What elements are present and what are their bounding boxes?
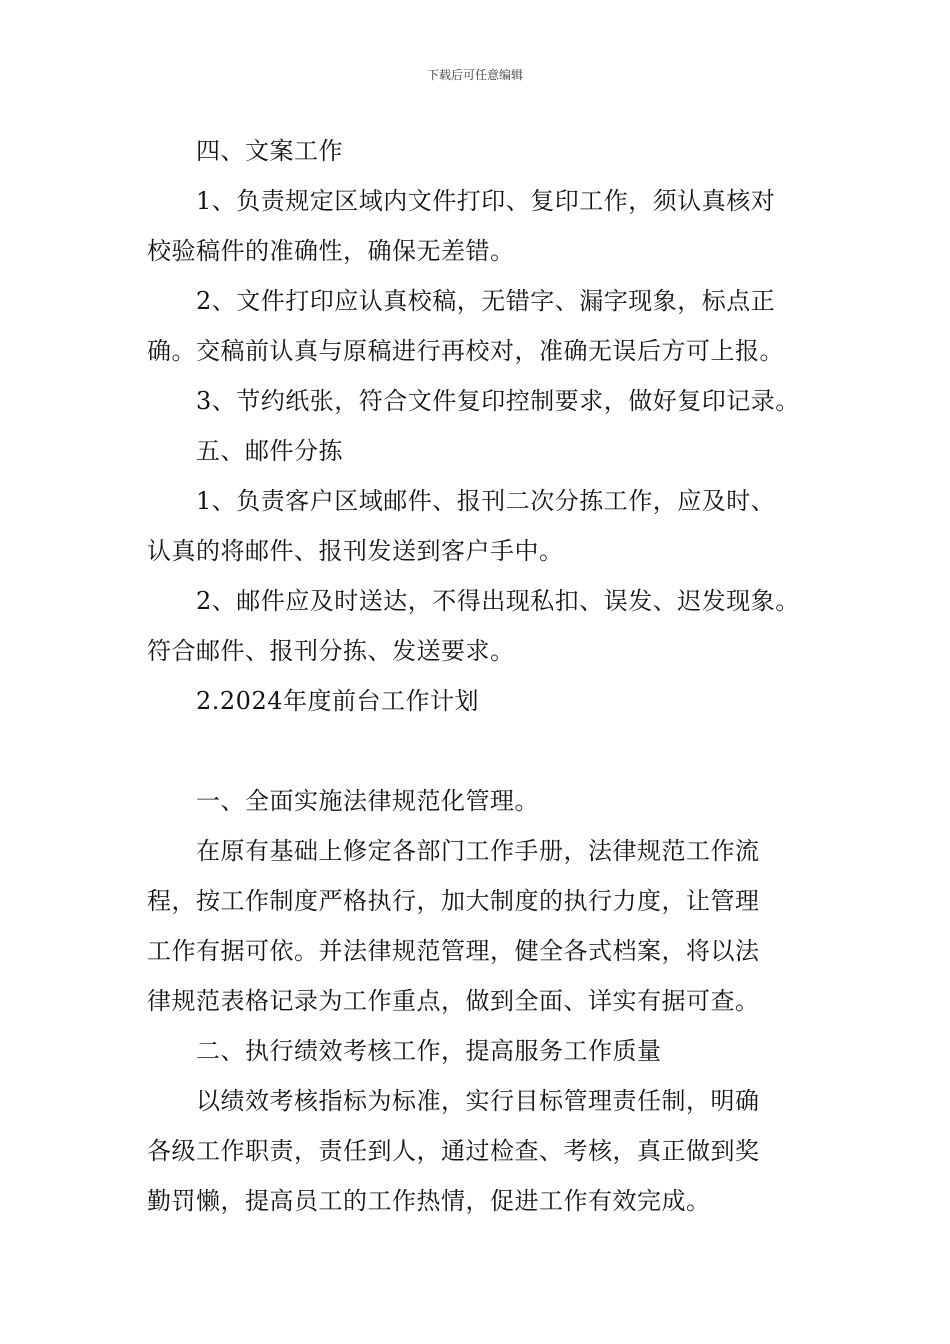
paragraph-line: 2、文件打印应认真校稿，无错字、漏字现象，标点正 [196,287,776,315]
section-heading: 四、文案工作 [196,137,343,165]
paragraph-line: 律规范表格记录为工作重点，做到全面、详实有据可查。 [147,987,760,1015]
paragraph-line: 1、负责规定区域内文件打印、复印工作，须认真核对 [196,187,776,215]
paragraph-line: 在原有基础上修定各部门工作手册，法律规范工作流 [196,837,760,865]
paragraph-line: 程，按工作制度严格执行，加大制度的执行力度，让管理 [147,887,760,915]
paragraph-line: 1、负责客户区域邮件、报刊二次分拣工作，应及时、 [196,487,776,515]
blank-line [147,726,812,776]
section-heading: 一、全面实施法律规范化管理。 [196,787,539,815]
document-title: 2.2024年度前台工作计划 [196,687,479,715]
paragraph-line: 工作有据可依。并法律规范管理，健全各式档案，将以法 [147,937,760,965]
paragraph-line: 2、邮件应及时送达，不得出现私扣、误发、迟发现象。 [196,587,800,615]
paragraph-line: 3、节约纸张，符合文件复印控制要求，做好复印记录。 [196,387,800,415]
paragraph-line: 符合邮件、报刊分拣、发送要求。 [147,637,515,665]
document-body [147,126,812,1226]
paragraph-line: 校验稿件的准确性，确保无差错。 [147,237,515,265]
paragraph-line: 以绩效考核指标为标准，实行目标管理责任制，明确 [196,1087,760,1115]
section-heading: 五、邮件分拣 [196,437,343,465]
paragraph-line: 各级工作职责，责任到人，通过检查、考核，真正做到奖 [147,1137,760,1165]
paragraph-line: 勤罚懒，提高员工的工作热情，促进工作有效完成。 [147,1187,711,1215]
page-header-note: 下载后可任意编辑 [426,68,523,82]
paragraph-line: 确。交稿前认真与原稿进行再校对，准确无误后方可上报。 [147,337,784,365]
paragraph-line: 认真的将邮件、报刊发送到客户手中。 [147,537,564,565]
section-heading: 二、执行绩效考核工作，提高服务工作质量 [196,1037,662,1065]
